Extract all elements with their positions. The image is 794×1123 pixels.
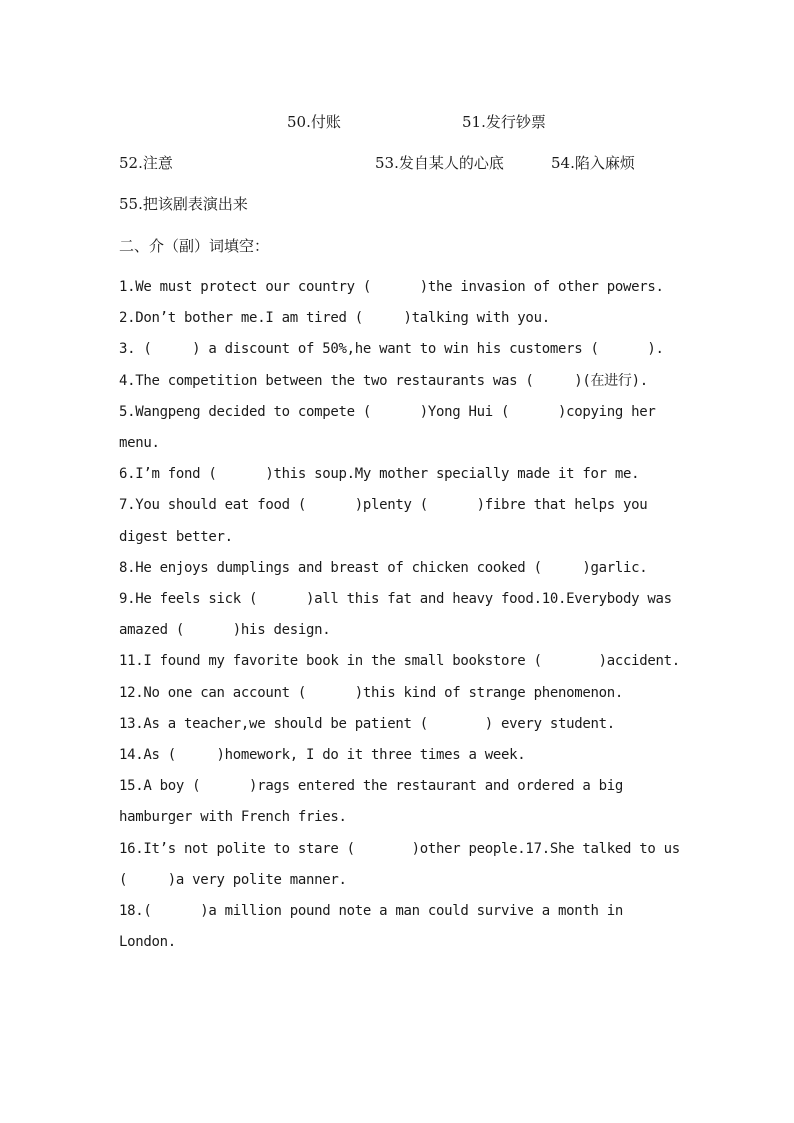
exercise-item: 4.The competition between the two restaurants was ( )(在进行). — [119, 372, 648, 389]
vocab-item-54: 54.陷入麻烦 — [551, 154, 635, 172]
vocab-item-51: 51.发行钞票 — [462, 113, 546, 131]
exercise-item: 2.Don’t bother me.I am tired ( )talking with you. — [119, 310, 550, 327]
vocab-item-53: 53.发自某人的心底 — [375, 154, 504, 172]
exercise-item: 13.As a teacher,we should be patient ( ) every student. — [119, 715, 615, 732]
exercise-item: 6.I’m fond ( )this soup.My mother specially made it for me. — [119, 466, 640, 483]
vocab-item-52: 52.注意 — [119, 154, 173, 172]
exercise-item: 3. ( ) a discount of 50%,he want to win his customers ( ). — [119, 341, 664, 358]
exercise-item: 12.No one can account ( )this kind of strange phenomenon. — [119, 684, 623, 701]
exercise-item: 14.As ( )homework, I do it three times a week. — [119, 747, 526, 764]
exercise-item: 9.He feels sick ( )all this fat and heavy food.10.Everybody was amazed ( )his design. — [119, 591, 680, 639]
exercise-list — [119, 272, 689, 958]
exercise-item: 8.He enjoys dumplings and breast of chicken cooked ( )garlic. — [119, 559, 648, 576]
exercise-item: 5.Wangpeng decided to compete ( )Yong Hui ( )copying her menu. — [119, 403, 664, 452]
vocab-item-55: 55.把该剧表演出来 — [119, 195, 248, 213]
vocab-item-50: 50.付账 — [287, 113, 341, 131]
exercise-item: 16.It’s not polite to stare ( )other people.17.She talked to us ( )a very polite manner. — [119, 840, 689, 888]
exercise-item: 15.A boy ( )rags entered the restaurant and ordered a big hamburger with French fries. — [119, 778, 632, 826]
exercise-item: 1.We must protect our country ( )the invasion of other powers. — [119, 279, 664, 295]
section-title: 二、介（副）词填空： — [119, 237, 270, 255]
exercise-item: 18.( )a million pound note a man could survive a month in London. — [119, 903, 632, 951]
exercise-item: 7.You should eat food ( )plenty ( )fibre that helps you digest better. — [119, 497, 656, 545]
exercise-item: 11.I found my favorite book in the small bookstore ( )accident. — [119, 653, 680, 670]
